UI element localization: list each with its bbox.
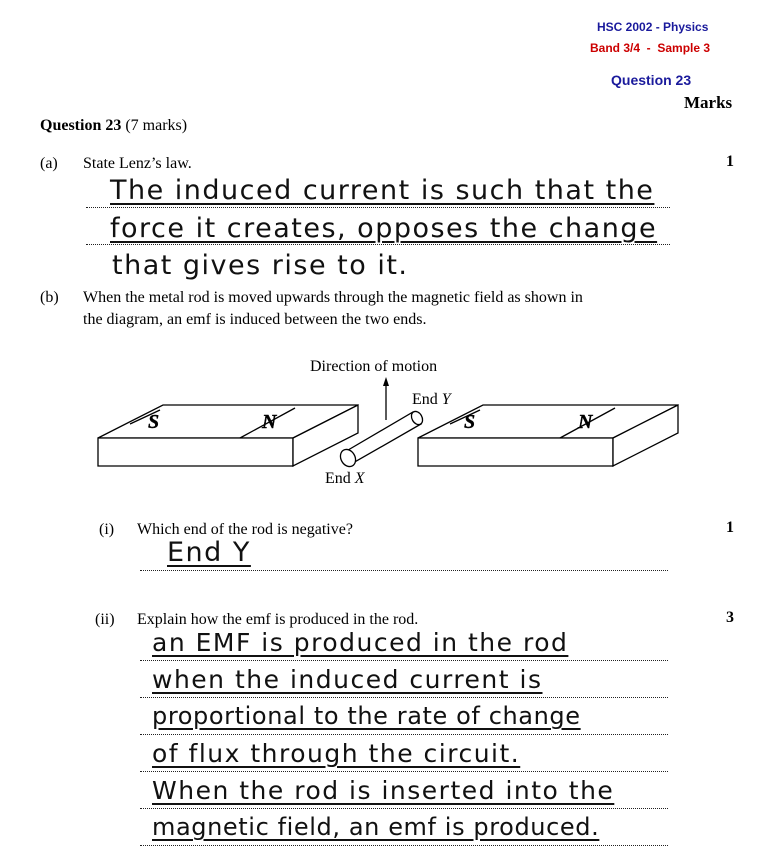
sub-ii-answer-line-1: an EMF is produced in the rod: [152, 628, 569, 657]
answer-line: [140, 808, 668, 809]
sub-ii-answer-line-5: When the rod is inserted into the: [152, 776, 615, 805]
left-magnet-s-label: S: [148, 411, 160, 433]
part-b-prompt-line-1: When the metal rod is moved upwards through the magnetic field as shown in: [83, 289, 583, 306]
part-a-answer-line-3: that gives rise to it.: [112, 250, 409, 281]
marks-heading: Marks: [684, 93, 733, 112]
question-ref-header: Question 23: [611, 72, 692, 88]
answer-line: [140, 771, 668, 772]
sub-ii-label: (ii): [95, 611, 115, 628]
left-magnet: [98, 405, 358, 466]
sub-i-prompt: Which end of the rod is negative?: [137, 521, 353, 538]
part-a-label: (a): [40, 155, 58, 172]
band-sample-label: Band 3/4 - Sample 3: [590, 41, 711, 55]
answer-line: [140, 697, 668, 698]
right-magnet: [418, 405, 678, 466]
sub-ii-answer-line-4: of flux through the circuit.: [152, 739, 521, 768]
end-x-letter: X: [354, 470, 365, 487]
sub-ii-answer-line-3: proportional to the rate of change: [152, 702, 581, 730]
question-marks: (7 marks): [125, 117, 188, 134]
sub-i-label: (i): [99, 521, 115, 538]
answer-line: [140, 660, 668, 661]
right-magnet-s-label: S: [464, 411, 476, 433]
left-magnet-n-label: N: [262, 411, 277, 433]
question-label: Question 23: [40, 117, 122, 134]
sub-ii-answer-line-2: when the induced current is: [152, 665, 543, 694]
sub-ii-prompt: Explain how the emf is produced in the rod.: [137, 611, 419, 628]
right-magnet-n-label: N: [578, 411, 593, 433]
answer-line: [140, 570, 668, 571]
exam-title: HSC 2002 - Physics: [597, 20, 709, 34]
end-x-label: [325, 470, 365, 488]
part-b-label: (b): [40, 289, 59, 306]
question-title: [40, 115, 187, 137]
answer-line: [86, 244, 670, 245]
end-y-label: [412, 391, 451, 409]
sub-ii-answer-line-6: magnetic field, an emf is produced.: [152, 813, 600, 841]
part-a-marks: 1: [726, 153, 734, 170]
end-x-prefix: End: [325, 470, 355, 487]
part-a-answer-line-2: force it creates, opposes the change: [110, 213, 658, 244]
answer-line: [86, 207, 670, 208]
end-y-prefix: End: [412, 391, 442, 408]
sub-i-answer: End Y: [167, 537, 251, 568]
part-a-answer-line-1: The induced current is such that the: [110, 175, 655, 206]
answer-line: [140, 845, 668, 846]
direction-arrow: [383, 377, 389, 420]
answer-line: [140, 734, 668, 735]
end-y-letter: Y: [441, 391, 451, 408]
part-a-prompt: State Lenz’s law.: [83, 155, 192, 172]
sub-ii-marks: 3: [726, 609, 734, 626]
sub-i-marks: 1: [726, 519, 734, 536]
part-b-prompt-line-2: the diagram, an emf is induced between the two ends.: [83, 311, 427, 328]
direction-of-motion-label: Direction of motion: [310, 358, 438, 375]
